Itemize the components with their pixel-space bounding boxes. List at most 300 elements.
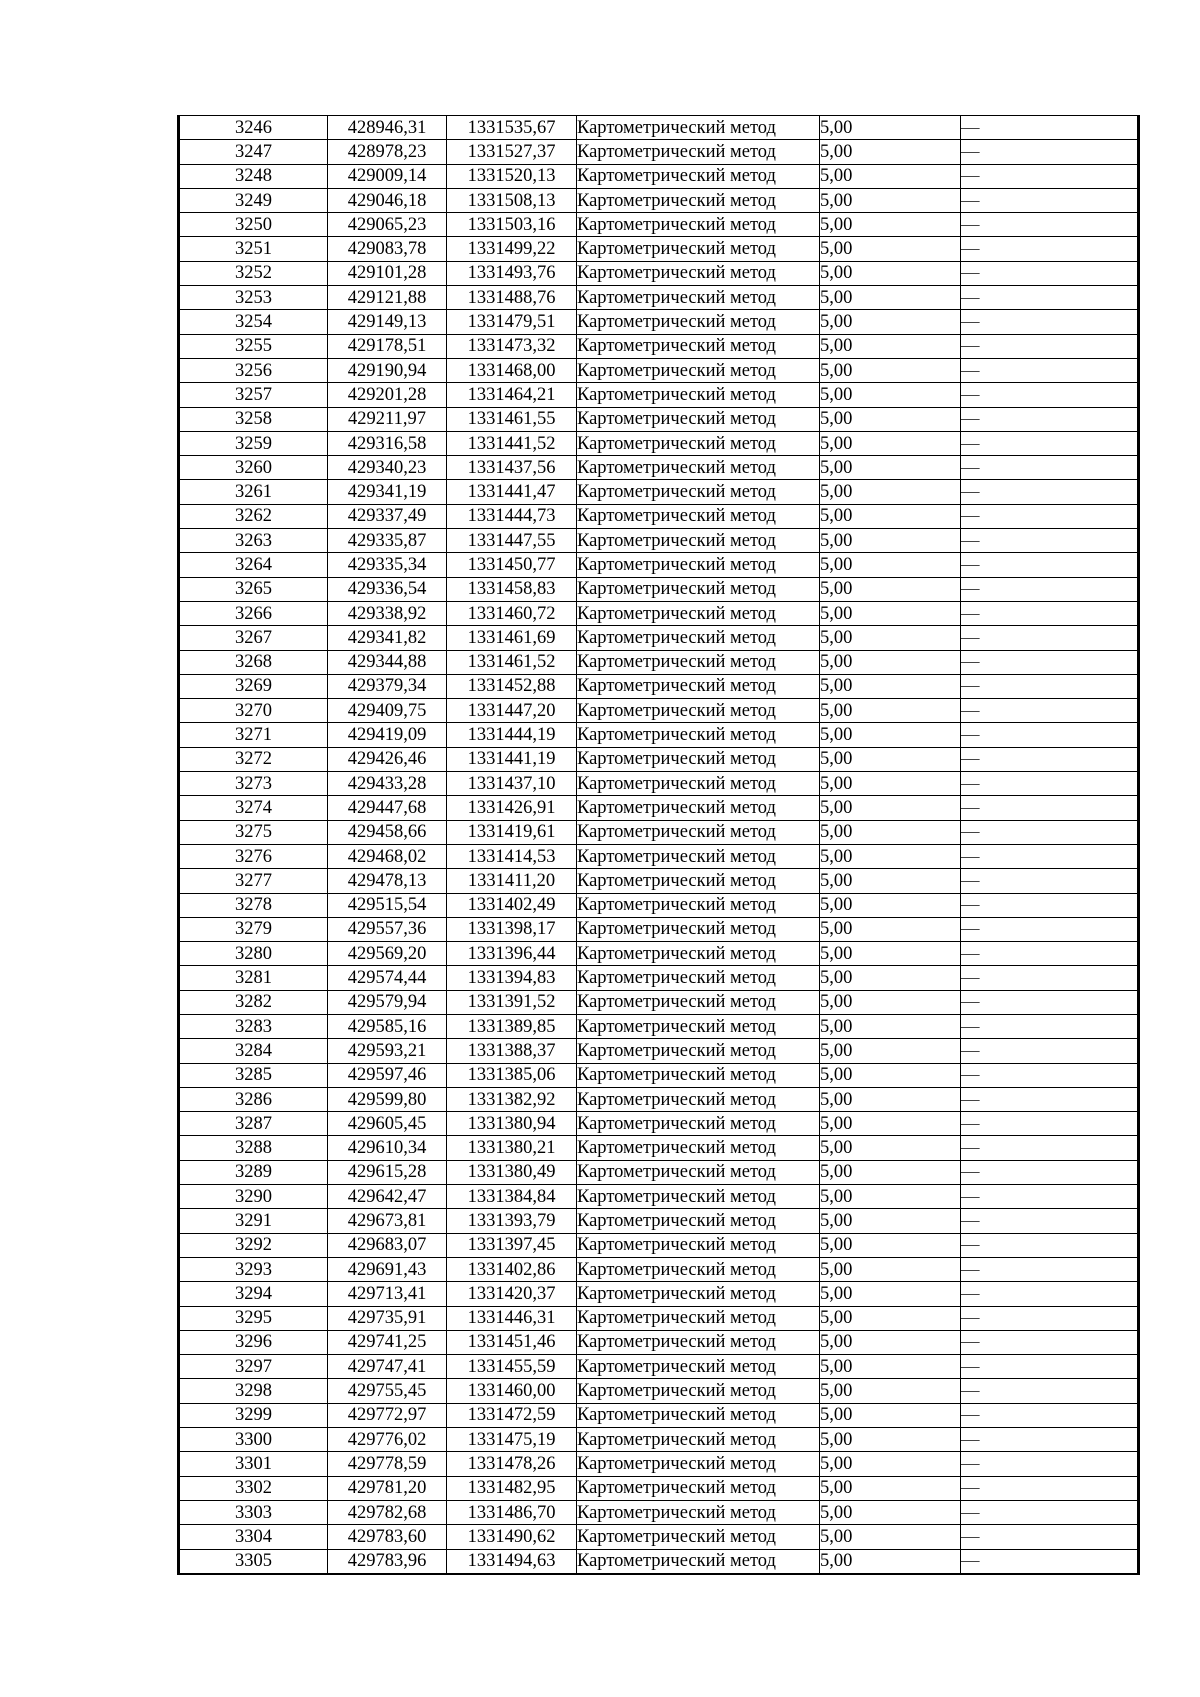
x-coordinate-cell: 429344,88 <box>328 650 447 674</box>
accuracy-cell: 5,00 <box>820 1525 961 1549</box>
y-coordinate-cell: 1331490,62 <box>447 1525 577 1549</box>
y-coordinate-cell: 1331426,91 <box>447 796 577 820</box>
method-cell: Картометрический метод <box>577 213 820 237</box>
accuracy-cell: 5,00 <box>820 431 961 455</box>
x-coordinate-cell: 429569,20 <box>328 942 447 966</box>
point-number-cell: 3247 <box>179 140 328 164</box>
y-coordinate-cell: 1331486,70 <box>447 1500 577 1524</box>
y-coordinate-cell: 1331468,00 <box>447 358 577 382</box>
y-coordinate-cell: 1331508,13 <box>447 188 577 212</box>
accuracy-cell: 5,00 <box>820 286 961 310</box>
y-coordinate-cell: 1331447,55 <box>447 529 577 553</box>
accuracy-cell: 5,00 <box>820 674 961 698</box>
point-number-cell: 3283 <box>179 1014 328 1038</box>
y-coordinate-cell: 1331441,47 <box>447 480 577 504</box>
y-coordinate-cell: 1331447,20 <box>447 699 577 723</box>
accuracy-cell: 5,00 <box>820 1282 961 1306</box>
point-number-cell: 3246 <box>179 116 328 140</box>
method-cell: Картометрический метод <box>577 674 820 698</box>
y-coordinate-cell: 1331452,88 <box>447 674 577 698</box>
description-cell: — <box>961 431 1139 455</box>
table-row <box>179 1379 1139 1403</box>
point-number-cell: 3294 <box>179 1282 328 1306</box>
point-number-cell: 3253 <box>179 286 328 310</box>
x-coordinate-cell: 429335,87 <box>328 529 447 553</box>
x-coordinate-cell: 429336,54 <box>328 577 447 601</box>
accuracy-cell: 5,00 <box>820 1379 961 1403</box>
y-coordinate-cell: 1331419,61 <box>447 820 577 844</box>
point-number-cell: 3275 <box>179 820 328 844</box>
point-number-cell: 3259 <box>179 431 328 455</box>
point-number-cell: 3297 <box>179 1355 328 1379</box>
x-coordinate-cell: 429447,68 <box>328 796 447 820</box>
y-coordinate-cell: 1331411,20 <box>447 869 577 893</box>
table-row <box>179 1112 1139 1136</box>
method-cell: Картометрический метод <box>577 1403 820 1427</box>
table-row <box>179 674 1139 698</box>
description-cell: — <box>961 1039 1139 1063</box>
y-coordinate-cell: 1331535,67 <box>447 116 577 140</box>
method-cell: Картометрический метод <box>577 1428 820 1452</box>
y-coordinate-cell: 1331446,31 <box>447 1306 577 1330</box>
y-coordinate-cell: 1331420,37 <box>447 1282 577 1306</box>
method-cell: Картометрический метод <box>577 723 820 747</box>
x-coordinate-cell: 429605,45 <box>328 1112 447 1136</box>
point-number-cell: 3270 <box>179 699 328 723</box>
description-cell: — <box>961 577 1139 601</box>
point-number-cell: 3296 <box>179 1330 328 1354</box>
description-cell: — <box>961 1549 1139 1574</box>
point-number-cell: 3295 <box>179 1306 328 1330</box>
x-coordinate-cell: 429190,94 <box>328 358 447 382</box>
method-cell: Картометрический метод <box>577 893 820 917</box>
method-cell: Картометрический метод <box>577 1233 820 1257</box>
x-coordinate-cell: 429419,09 <box>328 723 447 747</box>
description-cell: — <box>961 966 1139 990</box>
description-cell: — <box>961 1379 1139 1403</box>
method-cell: Картометрический метод <box>577 504 820 528</box>
table-row <box>179 116 1139 140</box>
y-coordinate-cell: 1331475,19 <box>447 1428 577 1452</box>
coordinates-table-body <box>179 116 1139 1574</box>
description-cell: — <box>961 1209 1139 1233</box>
y-coordinate-cell: 1331402,49 <box>447 893 577 917</box>
accuracy-cell: 5,00 <box>820 407 961 431</box>
y-coordinate-cell: 1331437,56 <box>447 456 577 480</box>
y-coordinate-cell: 1331479,51 <box>447 310 577 334</box>
y-coordinate-cell: 1331499,22 <box>447 237 577 261</box>
x-coordinate-cell: 429783,96 <box>328 1549 447 1574</box>
accuracy-cell: 5,00 <box>820 1330 961 1354</box>
method-cell: Картометрический метод <box>577 577 820 601</box>
y-coordinate-cell: 1331444,73 <box>447 504 577 528</box>
method-cell: Картометрический метод <box>577 188 820 212</box>
description-cell: — <box>961 1306 1139 1330</box>
x-coordinate-cell: 429776,02 <box>328 1428 447 1452</box>
table-row <box>179 1014 1139 1038</box>
method-cell: Картометрический метод <box>577 1112 820 1136</box>
y-coordinate-cell: 1331444,19 <box>447 723 577 747</box>
accuracy-cell: 5,00 <box>820 383 961 407</box>
x-coordinate-cell: 429579,94 <box>328 990 447 1014</box>
x-coordinate-cell: 429713,41 <box>328 1282 447 1306</box>
x-coordinate-cell: 429101,28 <box>328 261 447 285</box>
y-coordinate-cell: 1331461,69 <box>447 626 577 650</box>
point-number-cell: 3276 <box>179 844 328 868</box>
x-coordinate-cell: 429642,47 <box>328 1185 447 1209</box>
method-cell: Картометрический метод <box>577 917 820 941</box>
y-coordinate-cell: 1331494,63 <box>447 1549 577 1574</box>
table-row <box>179 553 1139 577</box>
method-cell: Картометрический метод <box>577 164 820 188</box>
y-coordinate-cell: 1331398,17 <box>447 917 577 941</box>
method-cell: Картометрический метод <box>577 942 820 966</box>
point-number-cell: 3286 <box>179 1087 328 1111</box>
description-cell: — <box>961 310 1139 334</box>
x-coordinate-cell: 429585,16 <box>328 1014 447 1038</box>
table-row <box>179 261 1139 285</box>
method-cell: Картометрический метод <box>577 1476 820 1500</box>
method-cell: Картометрический метод <box>577 529 820 553</box>
table-row <box>179 1257 1139 1281</box>
x-coordinate-cell: 429599,80 <box>328 1087 447 1111</box>
y-coordinate-cell: 1331473,32 <box>447 334 577 358</box>
point-number-cell: 3288 <box>179 1136 328 1160</box>
accuracy-cell: 5,00 <box>820 1063 961 1087</box>
table-row <box>179 286 1139 310</box>
y-coordinate-cell: 1331461,55 <box>447 407 577 431</box>
table-row <box>179 188 1139 212</box>
accuracy-cell: 5,00 <box>820 577 961 601</box>
accuracy-cell: 5,00 <box>820 1403 961 1427</box>
point-number-cell: 3289 <box>179 1160 328 1184</box>
accuracy-cell: 5,00 <box>820 237 961 261</box>
description-cell: — <box>961 844 1139 868</box>
x-coordinate-cell: 429515,54 <box>328 893 447 917</box>
accuracy-cell: 5,00 <box>820 1160 961 1184</box>
x-coordinate-cell: 429009,14 <box>328 164 447 188</box>
description-cell: — <box>961 188 1139 212</box>
method-cell: Картометрический метод <box>577 1330 820 1354</box>
description-cell: — <box>961 1428 1139 1452</box>
description-cell: — <box>961 1160 1139 1184</box>
x-coordinate-cell: 429341,82 <box>328 626 447 650</box>
x-coordinate-cell: 429610,34 <box>328 1136 447 1160</box>
method-cell: Картометрический метод <box>577 1160 820 1184</box>
accuracy-cell: 5,00 <box>820 942 961 966</box>
y-coordinate-cell: 1331391,52 <box>447 990 577 1014</box>
table-row <box>179 699 1139 723</box>
table-row <box>179 1087 1139 1111</box>
y-coordinate-cell: 1331380,94 <box>447 1112 577 1136</box>
method-cell: Картометрический метод <box>577 1014 820 1038</box>
x-coordinate-cell: 429782,68 <box>328 1500 447 1524</box>
table-row <box>179 164 1139 188</box>
point-number-cell: 3249 <box>179 188 328 212</box>
accuracy-cell: 5,00 <box>820 1039 961 1063</box>
x-coordinate-cell: 429083,78 <box>328 237 447 261</box>
accuracy-cell: 5,00 <box>820 1185 961 1209</box>
point-number-cell: 3300 <box>179 1428 328 1452</box>
y-coordinate-cell: 1331482,95 <box>447 1476 577 1500</box>
table-row <box>179 820 1139 844</box>
method-cell: Картометрический метод <box>577 601 820 625</box>
table-row <box>179 796 1139 820</box>
x-coordinate-cell: 429557,36 <box>328 917 447 941</box>
method-cell: Картометрический метод <box>577 334 820 358</box>
description-cell: — <box>961 772 1139 796</box>
accuracy-cell: 5,00 <box>820 480 961 504</box>
x-coordinate-cell: 428946,31 <box>328 116 447 140</box>
accuracy-cell: 5,00 <box>820 796 961 820</box>
point-number-cell: 3282 <box>179 990 328 1014</box>
table-row <box>179 140 1139 164</box>
y-coordinate-cell: 1331414,53 <box>447 844 577 868</box>
y-coordinate-cell: 1331437,10 <box>447 772 577 796</box>
y-coordinate-cell: 1331478,26 <box>447 1452 577 1476</box>
description-cell: — <box>961 1452 1139 1476</box>
table-row <box>179 431 1139 455</box>
x-coordinate-cell: 429574,44 <box>328 966 447 990</box>
table-row <box>179 1428 1139 1452</box>
accuracy-cell: 5,00 <box>820 869 961 893</box>
y-coordinate-cell: 1331394,83 <box>447 966 577 990</box>
point-number-cell: 3301 <box>179 1452 328 1476</box>
point-number-cell: 3250 <box>179 213 328 237</box>
description-cell: — <box>961 504 1139 528</box>
accuracy-cell: 5,00 <box>820 1476 961 1500</box>
method-cell: Картометрический метод <box>577 1452 820 1476</box>
point-number-cell: 3261 <box>179 480 328 504</box>
table-row <box>179 990 1139 1014</box>
table-row <box>179 480 1139 504</box>
table-row <box>179 1355 1139 1379</box>
x-coordinate-cell: 429178,51 <box>328 334 447 358</box>
y-coordinate-cell: 1331382,92 <box>447 1087 577 1111</box>
description-cell: — <box>961 674 1139 698</box>
accuracy-cell: 5,00 <box>820 1549 961 1574</box>
x-coordinate-cell: 429772,97 <box>328 1403 447 1427</box>
y-coordinate-cell: 1331396,44 <box>447 942 577 966</box>
x-coordinate-cell: 429335,34 <box>328 553 447 577</box>
table-row <box>179 1185 1139 1209</box>
y-coordinate-cell: 1331460,00 <box>447 1379 577 1403</box>
description-cell: — <box>961 480 1139 504</box>
table-row <box>179 456 1139 480</box>
point-number-cell: 3258 <box>179 407 328 431</box>
method-cell: Картометрический метод <box>577 237 820 261</box>
table-row <box>179 650 1139 674</box>
method-cell: Картометрический метод <box>577 1136 820 1160</box>
point-number-cell: 3260 <box>179 456 328 480</box>
accuracy-cell: 5,00 <box>820 504 961 528</box>
x-coordinate-cell: 429778,59 <box>328 1452 447 1476</box>
accuracy-cell: 5,00 <box>820 188 961 212</box>
description-cell: — <box>961 747 1139 771</box>
accuracy-cell: 5,00 <box>820 116 961 140</box>
table-row <box>179 529 1139 553</box>
description-cell: — <box>961 1525 1139 1549</box>
table-row <box>179 1476 1139 1500</box>
y-coordinate-cell: 1331441,52 <box>447 431 577 455</box>
description-cell: — <box>961 1233 1139 1257</box>
accuracy-cell: 5,00 <box>820 261 961 285</box>
description-cell: — <box>961 1355 1139 1379</box>
method-cell: Картометрический метод <box>577 286 820 310</box>
table-row <box>179 869 1139 893</box>
y-coordinate-cell: 1331472,59 <box>447 1403 577 1427</box>
point-number-cell: 3278 <box>179 893 328 917</box>
table-row <box>179 577 1139 601</box>
x-coordinate-cell: 429409,75 <box>328 699 447 723</box>
method-cell: Картометрический метод <box>577 844 820 868</box>
x-coordinate-cell: 429341,19 <box>328 480 447 504</box>
table-row <box>179 893 1139 917</box>
description-cell: — <box>961 917 1139 941</box>
accuracy-cell: 5,00 <box>820 310 961 334</box>
x-coordinate-cell: 429468,02 <box>328 844 447 868</box>
table-row <box>179 1549 1139 1574</box>
method-cell: Картометрический метод <box>577 966 820 990</box>
x-coordinate-cell: 429149,13 <box>328 310 447 334</box>
y-coordinate-cell: 1331464,21 <box>447 383 577 407</box>
accuracy-cell: 5,00 <box>820 1500 961 1524</box>
accuracy-cell: 5,00 <box>820 601 961 625</box>
description-cell: — <box>961 383 1139 407</box>
x-coordinate-cell: 429755,45 <box>328 1379 447 1403</box>
accuracy-cell: 5,00 <box>820 1233 961 1257</box>
point-number-cell: 3284 <box>179 1039 328 1063</box>
point-number-cell: 3267 <box>179 626 328 650</box>
accuracy-cell: 5,00 <box>820 1014 961 1038</box>
point-number-cell: 3274 <box>179 796 328 820</box>
accuracy-cell: 5,00 <box>820 990 961 1014</box>
method-cell: Картометрический метод <box>577 650 820 674</box>
table-row <box>179 1282 1139 1306</box>
y-coordinate-cell: 1331455,59 <box>447 1355 577 1379</box>
y-coordinate-cell: 1331380,49 <box>447 1160 577 1184</box>
method-cell: Картометрический метод <box>577 820 820 844</box>
method-cell: Картометрический метод <box>577 1063 820 1087</box>
description-cell: — <box>961 286 1139 310</box>
x-coordinate-cell: 429747,41 <box>328 1355 447 1379</box>
table-row <box>179 1306 1139 1330</box>
method-cell: Картометрический метод <box>577 1306 820 1330</box>
table-row <box>179 1063 1139 1087</box>
point-number-cell: 3271 <box>179 723 328 747</box>
point-number-cell: 3248 <box>179 164 328 188</box>
table-row <box>179 358 1139 382</box>
description-cell: — <box>961 1330 1139 1354</box>
table-row <box>179 213 1139 237</box>
method-cell: Картометрический метод <box>577 261 820 285</box>
x-coordinate-cell: 429340,23 <box>328 456 447 480</box>
x-coordinate-cell: 429691,43 <box>328 1257 447 1281</box>
method-cell: Картометрический метод <box>577 383 820 407</box>
x-coordinate-cell: 429683,07 <box>328 1233 447 1257</box>
accuracy-cell: 5,00 <box>820 456 961 480</box>
x-coordinate-cell: 429316,58 <box>328 431 447 455</box>
accuracy-cell: 5,00 <box>820 1452 961 1476</box>
method-cell: Картометрический метод <box>577 116 820 140</box>
x-coordinate-cell: 429211,97 <box>328 407 447 431</box>
table-row <box>179 407 1139 431</box>
method-cell: Картометрический метод <box>577 699 820 723</box>
accuracy-cell: 5,00 <box>820 140 961 164</box>
table-row <box>179 626 1139 650</box>
point-number-cell: 3285 <box>179 1063 328 1087</box>
x-coordinate-cell: 429783,60 <box>328 1525 447 1549</box>
x-coordinate-cell: 429458,66 <box>328 820 447 844</box>
accuracy-cell: 5,00 <box>820 626 961 650</box>
method-cell: Картометрический метод <box>577 990 820 1014</box>
description-cell: — <box>961 1087 1139 1111</box>
x-coordinate-cell: 429201,28 <box>328 383 447 407</box>
accuracy-cell: 5,00 <box>820 1087 961 1111</box>
table-row <box>179 601 1139 625</box>
accuracy-cell: 5,00 <box>820 650 961 674</box>
accuracy-cell: 5,00 <box>820 358 961 382</box>
point-number-cell: 3262 <box>179 504 328 528</box>
description-cell: — <box>961 529 1139 553</box>
point-number-cell: 3290 <box>179 1185 328 1209</box>
y-coordinate-cell: 1331503,16 <box>447 213 577 237</box>
table-row <box>179 1039 1139 1063</box>
accuracy-cell: 5,00 <box>820 966 961 990</box>
point-number-cell: 3303 <box>179 1500 328 1524</box>
description-cell: — <box>961 650 1139 674</box>
accuracy-cell: 5,00 <box>820 820 961 844</box>
point-number-cell: 3292 <box>179 1233 328 1257</box>
y-coordinate-cell: 1331441,19 <box>447 747 577 771</box>
y-coordinate-cell: 1331385,06 <box>447 1063 577 1087</box>
table-row <box>179 723 1139 747</box>
table-row <box>179 310 1139 334</box>
description-cell: — <box>961 407 1139 431</box>
method-cell: Картометрический метод <box>577 1282 820 1306</box>
point-number-cell: 3257 <box>179 383 328 407</box>
y-coordinate-cell: 1331393,79 <box>447 1209 577 1233</box>
point-number-cell: 3287 <box>179 1112 328 1136</box>
table-row <box>179 1525 1139 1549</box>
description-cell: — <box>961 1403 1139 1427</box>
description-cell: — <box>961 893 1139 917</box>
y-coordinate-cell: 1331380,21 <box>447 1136 577 1160</box>
point-number-cell: 3251 <box>179 237 328 261</box>
x-coordinate-cell: 429065,23 <box>328 213 447 237</box>
method-cell: Картометрический метод <box>577 772 820 796</box>
point-number-cell: 3266 <box>179 601 328 625</box>
accuracy-cell: 5,00 <box>820 699 961 723</box>
method-cell: Картометрический метод <box>577 456 820 480</box>
y-coordinate-cell: 1331384,84 <box>447 1185 577 1209</box>
accuracy-cell: 5,00 <box>820 747 961 771</box>
x-coordinate-cell: 429741,25 <box>328 1330 447 1354</box>
table-row <box>179 383 1139 407</box>
point-number-cell: 3291 <box>179 1209 328 1233</box>
description-cell: — <box>961 723 1139 747</box>
accuracy-cell: 5,00 <box>820 772 961 796</box>
y-coordinate-cell: 1331397,45 <box>447 1233 577 1257</box>
x-coordinate-cell: 429781,20 <box>328 1476 447 1500</box>
method-cell: Картометрический метод <box>577 1379 820 1403</box>
table-row <box>179 334 1139 358</box>
description-cell: — <box>961 1185 1139 1209</box>
description-cell: — <box>961 626 1139 650</box>
accuracy-cell: 5,00 <box>820 334 961 358</box>
description-cell: — <box>961 869 1139 893</box>
point-number-cell: 3263 <box>179 529 328 553</box>
